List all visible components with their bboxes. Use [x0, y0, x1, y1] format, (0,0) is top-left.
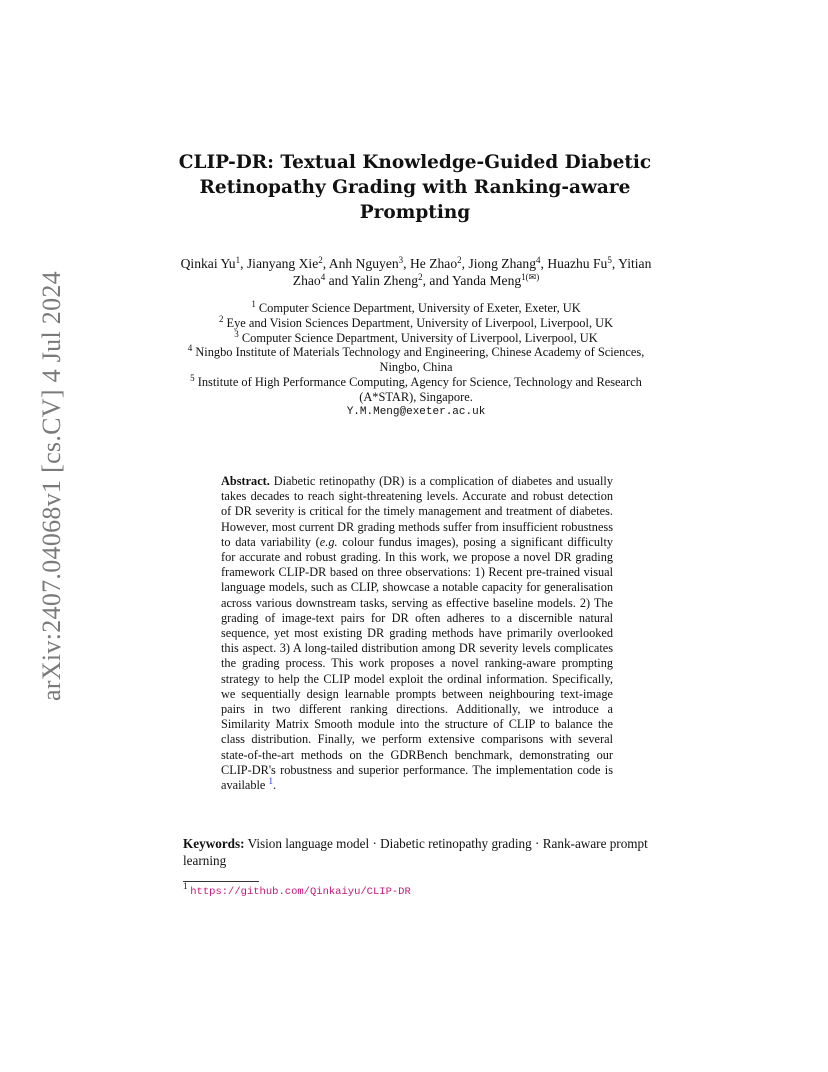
- author-separator: ,: [322, 256, 329, 271]
- footnote-number: 1: [183, 881, 188, 891]
- author-separator: ,: [611, 256, 619, 271]
- affiliation-text: Computer Science Department, University of Exeter, Exeter, UK: [258, 301, 581, 315]
- paper-title: CLIP-DR: Textual Knowledge-Guided Diabetic Retinopathy Grading with Ranking-aware Prompting: [178, 152, 652, 223]
- keywords: [183, 836, 653, 869]
- affiliation-number: 4: [187, 343, 193, 354]
- corresponding-email[interactable]: Y.M.Meng@exeter.ac.uk: [346, 405, 486, 418]
- affiliation-number: 1: [251, 299, 256, 309]
- keywords-label: Keywords:: [183, 836, 245, 851]
- footnote-rule: [183, 881, 259, 882]
- keywords-text: Vision language model · Diabetic retinopathy grading · Rank-aware prompt learning: [183, 836, 648, 868]
- affiliation: [176, 345, 656, 375]
- author-affiliation-marker: 1: [235, 255, 241, 265]
- affiliation-text: Institute of High Performance Computing, Agency for Science, Technology and Research (A*STAR), Singapore.: [197, 374, 642, 404]
- author-list: [178, 255, 654, 289]
- affiliation-number: 3: [234, 328, 239, 339]
- affiliation-list: [176, 301, 656, 419]
- author-name: Yitian Zhao: [292, 256, 652, 288]
- author-affiliation-marker: 4: [320, 272, 326, 282]
- code-repository-link[interactable]: https://github.com/Qinkaiyu/CLIP-DR: [190, 886, 411, 898]
- arxiv-identifier: arXiv:2407.04068v1 [cs.CV] 4 Jul 2024: [37, 271, 66, 701]
- author-affiliation-marker: 1(✉): [521, 272, 540, 282]
- author-name: Jianyang Xie: [246, 256, 319, 271]
- affiliation-text: Computer Science Department, University of Liverpool, Liverpool, UK: [241, 330, 598, 345]
- affiliation: [176, 313, 656, 331]
- abstract-label: Abstract.: [221, 474, 270, 488]
- footnote: [183, 881, 411, 898]
- abstract-eg: e.g.: [319, 534, 338, 549]
- author-name: Anh Nguyen: [328, 256, 399, 271]
- author-name: He Zhao: [409, 256, 458, 271]
- author-name: Yalin Zheng: [351, 273, 419, 288]
- affiliation: [176, 328, 656, 346]
- author-separator: ,: [403, 256, 410, 271]
- author-affiliation-marker: 3: [398, 255, 404, 265]
- affiliation-number: 2: [218, 313, 224, 324]
- affiliation: [176, 372, 656, 405]
- author-separator: and: [325, 273, 352, 288]
- author-affiliation-marker: 2: [318, 255, 323, 265]
- author-separator: ,: [540, 256, 548, 271]
- author-affiliation-marker: 4: [536, 255, 541, 265]
- author-name: Yanda Meng: [451, 273, 522, 288]
- footnote-ref-link[interactable]: 1: [268, 776, 273, 787]
- abstract: [221, 474, 613, 793]
- author-name: Jiong Zhang: [468, 256, 537, 271]
- abstract-end: .: [272, 778, 277, 793]
- author-affiliation-marker: 2: [457, 255, 462, 265]
- author-separator: , and: [422, 273, 452, 288]
- author-name: Qinkai Yu: [180, 256, 236, 271]
- author-name: Huazhu Fu: [547, 256, 608, 271]
- abstract-text-part2: colour fundus images), posing a significant difficulty for accurate and robust grading. In this work, we propose a novel DR grading framework CLIP-DR based on three observations: 1) Recent pre-trained visual language models, such as CLIP, showcase a notable capacity for generalisation across various downstream tasks, serving as effective baseline models. 2) The grading of image-text pairs for DR often adheres to a discernible natural sequence, yet most existing DR grading methods have primarily overlooked this aspect. 3) A long-tailed distribution among DR severity levels complicates the grading process. This work proposes a novel ranking-aware prompting strategy to help the CLIP model exploit the ordinal information. Specifically, we sequentially design learnable prompts between neighbouring text-image pairs in two different ranking directions. Additionally, we introduce a Similarity Matrix Smooth module into the structure of CLIP to balance the class distribution. Finally, we perform extensive comparisons with several state-of-the-art methods on the GDRBench benchmark, demonstrating our CLIP-DR's robustness and superior performance. The implementation code is available: [221, 534, 614, 793]
- author-separator: ,: [240, 256, 247, 271]
- affiliation-text: Eye and Vision Sciences Department, University of Liverpool, Liverpool, UK: [226, 315, 614, 330]
- abstract-text-part1: Diabetic retinopathy (DR) is a complication of diabetes and usually takes decades to reach sight-threatening levels. Accurate and robust detection of DR severity is critical for the timely management and treatment of diabetes. However, most current DR grading methods suffer from insufficient robustness to data variability (: [221, 474, 613, 549]
- affiliation-text: Ningbo Institute of Materials Technology and Engineering, Chinese Academy of Sciences, Ningbo, China: [195, 345, 645, 375]
- author-affiliation-marker: 5: [607, 255, 612, 265]
- author-affiliation-marker: 2: [418, 272, 423, 282]
- affiliation-number: 5: [190, 372, 195, 383]
- affiliation: [176, 301, 656, 316]
- author-separator: ,: [461, 256, 469, 271]
